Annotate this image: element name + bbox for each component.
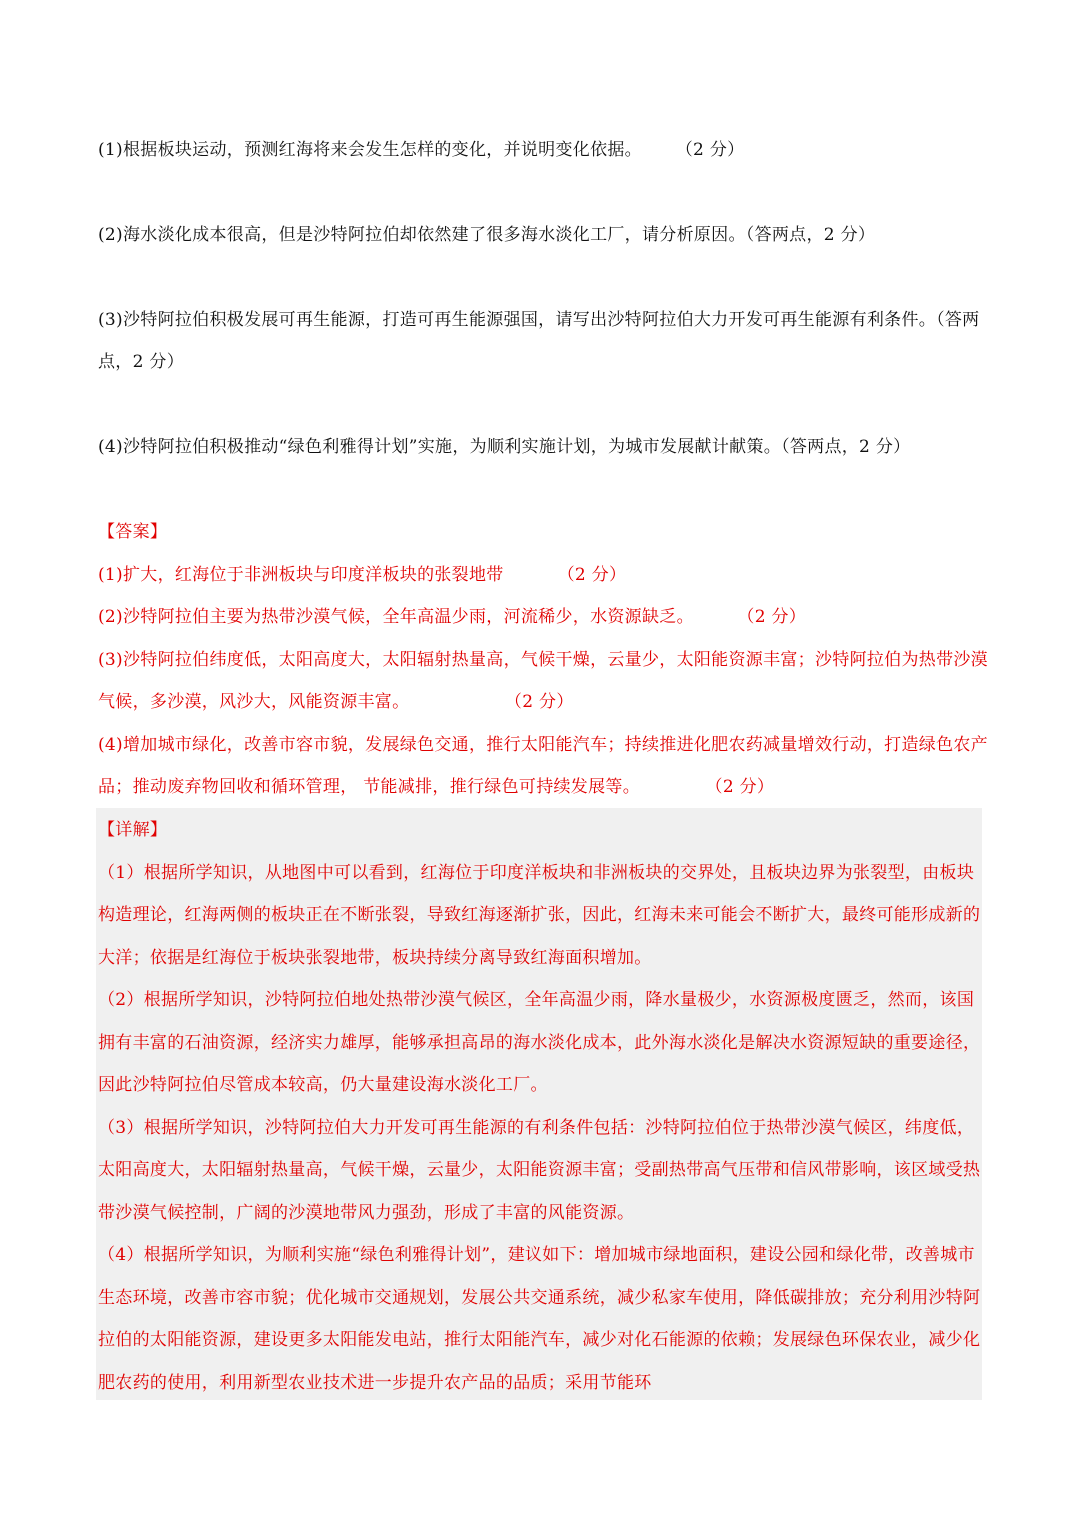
- answer-item-1-text: (1)扩大，红海位于非洲板块与印度洋板块的张裂地带: [98, 564, 504, 585]
- detail-paragraph-1: （1）根据所学知识，从地图中可以看到，红海位于印度洋板块和非洲板块的交界处，且板块边界为张裂型，由板块构造理论，红海两侧的板块正在不断张裂，导致红海逐渐扩张，因此，红海未来可能会不断扩大，最终可能形成新的大洋；依据是红海位于板块张裂地带，板块持续分离导致红海面积增加。: [98, 862, 981, 968]
- question-3-score: （答两点，2 分）: [98, 310, 980, 372]
- detail-paragraph-2: （2）根据所学知识，沙特阿拉伯地处热带沙漠气候区，全年高温少雨，降水量极少，水资源极度匮乏，然而，该国拥有丰富的石油资源，经济实力雄厚，能够承担高昂的海水淡化成本，此外海水淡化是解决水资源短缺的重要途径，因此沙特阿拉伯尽管成本较高，仍大量建设海水淡化工厂。: [98, 990, 981, 1095]
- question-2-text: (2)海水淡化成本很高，但是沙特阿拉伯却依然建了很多海水淡化工厂，请分析原因。: [98, 225, 746, 245]
- answer-section: [98, 511, 988, 809]
- answer-item-4: [98, 724, 988, 809]
- detail-paragraph-3: （3）根据所学知识，沙特阿拉伯大力开发可再生能源的有利条件包括：沙特阿拉伯位于热带沙漠气候区，纬度低，太阳高度大，太阳辐射热量高，气候干燥，云量少，太阳能资源丰富；受副热带高气压带和信风带影响，该区域受热带沙漠气候控制，广阔的沙漠地带风力强劲，形成了丰富的风能资源。: [98, 1117, 981, 1223]
- question-2: [98, 214, 988, 256]
- question-1: [98, 129, 988, 171]
- question-4-text: (4)沙特阿拉伯积极推动“绿色利雅得计划”实施，为顺利实施计划，为城市发展献计献策。: [98, 437, 782, 457]
- answer-item-2-text: (2)沙特阿拉伯主要为热带沙漠气候，全年高温少雨，河流稀少，水资源缺乏。: [98, 607, 694, 627]
- answer-item-2: [98, 596, 988, 639]
- question-3: [98, 299, 988, 383]
- question-4-score: （答两点，2 分）: [781, 437, 911, 457]
- question-2-score: （答两点，2 分）: [745, 225, 876, 245]
- answer-item-1-score: （2 分）: [557, 564, 627, 585]
- question-4: [98, 426, 988, 468]
- answer-heading: 【答案】: [98, 522, 168, 542]
- answer-item-4-score: （2 分）: [714, 777, 775, 797]
- answer-item-3-text: (3)沙特阿拉伯纬度低，太阳高度大，太阳辐射热量高，气候干燥，云量少，太阳能资源丰富；沙特阿拉伯为热带沙漠气候，多沙漠，风沙大，风能资源丰富。: [98, 649, 988, 712]
- question-1-score: （2 分）: [675, 140, 745, 160]
- detail-heading: 【详解】: [98, 820, 168, 840]
- answer-item-4-text: (4)增加城市绿化，改善市容市貌，发展绿色交通，推行太阳能汽车；持续推进化肥农药减量增效行动，打造绿色农产品；推动废弃物回收和循环管理， 节能减排，推行绿色可持续发展等。: [98, 734, 988, 797]
- detail-section: [98, 809, 982, 1404]
- answer-item-3-score: （2 分）: [513, 692, 574, 712]
- answer-item-2-score: （2 分）: [745, 607, 807, 627]
- answer-item-1: [98, 554, 988, 597]
- answer-item-3: [98, 639, 988, 724]
- detail-paragraph-4: （4）根据所学知识，为顺利实施“绿色利雅得计划”，建议如下：增加城市绿地面积，建设公园和绿化带，改善城市生态环境，改善市容市貌；优化城市交通规划，发展公共交通系统，减少私家车使用，降低碳排放；充分利用沙特阿拉伯的太阳能资源，建设更多太阳能发电站，推行太阳能汽车，减少对化石能源的依赖；发展绿色环保农业，减少化肥农药的使用，利用新型农业技术进一步提升农产品的品质；采用节能环: [98, 1245, 981, 1393]
- question-1-text: (1)根据板块运动，预测红海将来会发生怎样的变化，并说明变化依据。: [98, 140, 642, 160]
- question-3-text: (3)沙特阿拉伯积极发展可再生能源，打造可再生能源强国，请写出沙特阿拉伯大力开发可再生能源有利条件。: [98, 310, 937, 330]
